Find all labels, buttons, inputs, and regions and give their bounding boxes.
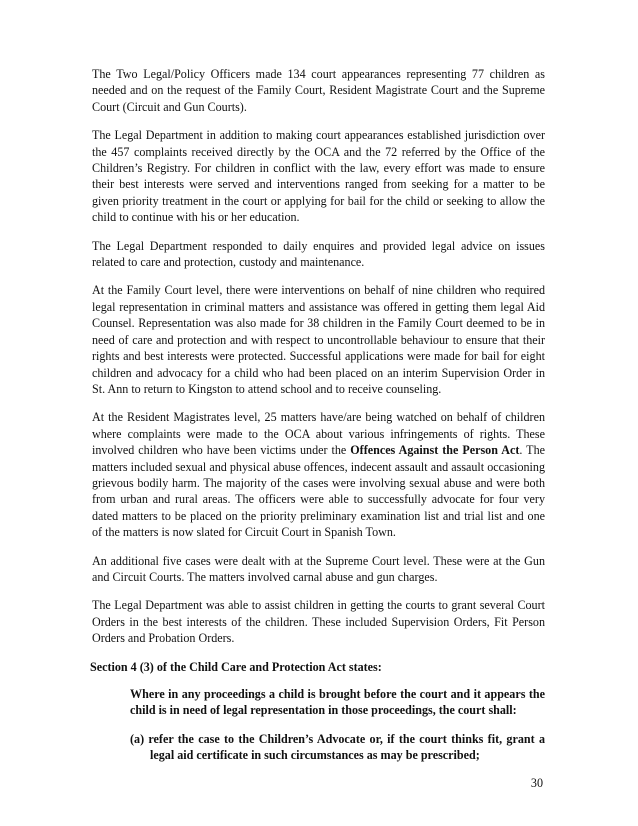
resident-magistrates-text-end: . The matters included sexual and physical abuse offences, indecent assault and assault occasioning grievous bodily harm. The majority of the cases were involving sexual abuse and were both from urban and rural areas. The officers were able to successfully advocate for four very dated matters to be placed on the priority preliminary examination list and trial list and one of the matters is now slated for Circuit Court in Spanish Town. <box>92 443 545 540</box>
section-heading: Section 4 (3) of the Child Care and Protection Act states: <box>90 659 382 674</box>
legislation-quote-item: (a) refer the case to the Children’s Advocate or, if the court thinks fit, grant a legal aid certificate in such circumstances as may be prescribed; <box>130 731 545 763</box>
paragraph-jurisdiction: The Legal Department in addition to making court appearances established jurisdiction over the 457 complaints received directly by the OCA and the 72 referred by the Office of the Children’s Registry. For children in conflict with the law, every effort was made to ensure their best interests were served and interventions ranged from seeking for a matter to be given priority treatment in the court or applying for bail for the child or seeking to allow the child to continue with his or her education. <box>92 128 545 225</box>
paragraph-family-court: At the Family Court level, there were interventions on behalf of nine children who required legal representation in criminal matters and assistance was offered in getting them legal Aid Counsel. Representation was also made for 38 children in the Family Court deemed to be in need of care and protection and with respect to uncontrollable behaviour to ensure that their rights and best interests were protected. Successful applications were made for bail for eight children and advocacy for a child who had been placed on an interim Supervision Order in St. Ann to return to Kingston to attend school and to receive counseling. <box>92 283 545 396</box>
offences-act-title: Offences Against the Person Act <box>350 443 520 458</box>
legislation-quote: Where in any proceedings a child is brought before the court and it appears the child is in need of legal representation in those proceedings, the court shall: <box>130 687 545 718</box>
paragraph-court-appearances: The Two Legal/Policy Officers made 134 court appearances representing 77 children as needed and on the request of the Family Court, Resident Magistrate Court and the Supreme Court (Circuit and Gun Courts). <box>92 67 545 114</box>
paragraph-supreme-court: An additional five cases were dealt with at the Supreme Court level. These were at the Gun and Circuit Courts. The matters involved carnal abuse and gun charges. <box>92 553 545 584</box>
resident-magistrates-text-start: At the Resident Magistrates level, 25 matters have/are being watched on behalf of children where complaints were made to the OCA about various infringements of rights. These involved children who have been victims under the <box>92 410 545 458</box>
paragraph-legal-advice: The Legal Department responded to daily enquires and provided legal advice on issues related to care and protection, custody and maintenance. <box>92 238 545 270</box>
page-body <box>92 66 545 764</box>
paragraph-resident-magistrates <box>92 409 545 540</box>
paragraph-court-orders: The Legal Department was able to assist children in getting the courts to grant several Court Orders in the best interests of the children. These included Supervision Orders, Fit Person Orders and Probation Orders. <box>92 598 545 646</box>
page-number: 30 <box>530 776 543 790</box>
